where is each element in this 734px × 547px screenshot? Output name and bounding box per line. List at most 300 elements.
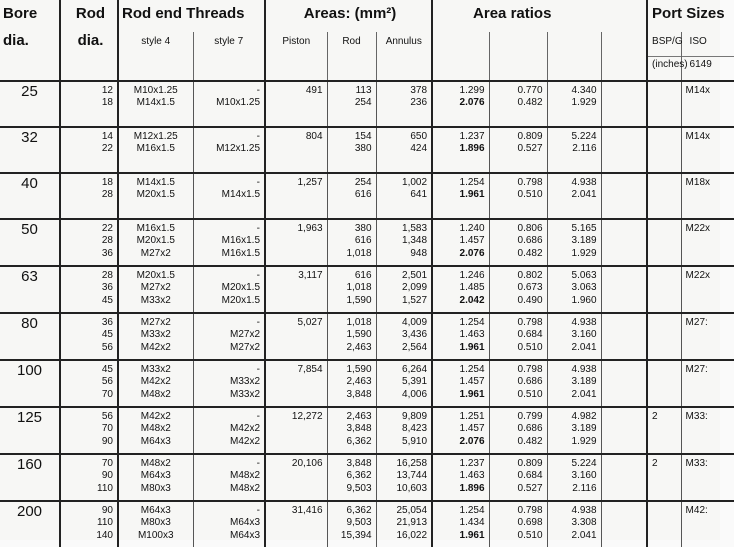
bore-diameter-value: 160 [16, 456, 43, 473]
area-ratio-1 [432, 127, 489, 173]
thread-style7 [193, 407, 265, 454]
piston-area [265, 81, 327, 127]
rod-header-dia: dia. [60, 32, 118, 57]
port-bsp-value: 2 [652, 411, 658, 422]
port-bsp-value: 2 [652, 458, 658, 469]
piston-area [265, 360, 327, 407]
thread-style7-value: M42x2 [230, 435, 261, 447]
rod-diameter-value: 12 [101, 85, 113, 96]
piston-area-value: 5,027 [297, 317, 323, 328]
rod-area-value: 3,848 [346, 388, 372, 400]
port-iso [681, 173, 734, 219]
area-ratio-3-value: 3.189 [571, 423, 597, 435]
area-ratio-1-value: 2.076 [459, 247, 485, 259]
rod-area-value: 1,018 [346, 317, 372, 328]
area-ratio-2-value: 0.673 [517, 282, 543, 294]
area-ratio-3-value: 2.041 [571, 341, 597, 353]
port-bsp [647, 173, 681, 219]
rod-diameter [60, 501, 118, 547]
thread-style7-value: - [256, 317, 261, 328]
bore-diameter-value: 40 [21, 175, 38, 192]
area-ratio-3-value: 4.938 [571, 505, 597, 516]
rod-area [327, 81, 376, 127]
thread-style7-value: M27x2 [230, 341, 261, 353]
thread-style7-value: M10x1.25 [216, 97, 261, 109]
area-ratio-blank [601, 219, 647, 266]
header-blank [547, 57, 601, 82]
header-blank [193, 57, 265, 82]
thread-style4-value: M42x2 [140, 341, 171, 353]
area-ratio-2-value: 0.686 [517, 235, 543, 247]
header-blank [489, 57, 547, 82]
rod-diameter-value: 28 [101, 235, 113, 247]
area-ratio-1-value: 2.042 [459, 294, 485, 306]
style7-header: style 7 [193, 32, 265, 57]
rod-area-value: 2,463 [346, 411, 372, 422]
rod-area-value: 9,503 [346, 482, 372, 494]
thread-style4 [118, 454, 193, 501]
area-ratio-blank [601, 81, 647, 127]
annulus-area [376, 219, 432, 266]
thread-style4-value: M100x3 [137, 529, 174, 541]
thread-style4-value: M16x1.5 [136, 143, 175, 155]
area-ratio-2 [489, 127, 547, 173]
area-ratio-blank [601, 266, 647, 313]
area-ratio-3-value: 5.224 [571, 458, 597, 469]
area-ratio-2 [489, 501, 547, 547]
area-ratio-3-value: 3.308 [571, 517, 597, 529]
bore-group-row [0, 127, 734, 173]
thread-style4-value: M27x2 [140, 282, 171, 294]
area-ratio-3-value: 4.938 [571, 177, 597, 188]
rod-diameter-value: 28 [101, 189, 113, 201]
annulus-area-value: 641 [410, 189, 428, 201]
area-ratio-3-value: 4.340 [571, 85, 597, 96]
area-ratio-1-value: 1.961 [459, 388, 485, 400]
piston-area-value: 804 [305, 131, 323, 142]
rod-area-value: 15,394 [340, 529, 372, 541]
area-ratio-blank [601, 454, 647, 501]
annulus-area-value: 2,564 [402, 341, 428, 353]
rod-diameter [60, 407, 118, 454]
annulus-area [376, 313, 432, 360]
area-ratio-1-value: 1.457 [459, 376, 485, 388]
port-iso [681, 313, 734, 360]
thread-style7-value: - [256, 223, 261, 234]
header-row-3 [0, 57, 734, 82]
area-ratio-2 [489, 313, 547, 360]
thread-style7-value: M33x2 [230, 376, 261, 388]
rod-diameter-value: 18 [101, 97, 113, 109]
bore-diameter [0, 407, 60, 454]
ratio-header-blank-2 [489, 32, 547, 57]
area-ratio-2-value: 0.510 [517, 388, 543, 400]
rod-area [327, 454, 376, 501]
port-bsp [647, 266, 681, 313]
thread-style4-value: M10x1.25 [133, 85, 178, 96]
port-bsp [647, 219, 681, 266]
annulus-area-value: 2,099 [402, 282, 428, 294]
piston-area-value: 12,272 [291, 411, 323, 422]
piston-area-value: 491 [305, 85, 323, 96]
thread-style4 [118, 81, 193, 127]
rod-area-value: 113 [355, 85, 372, 96]
bore-diameter [0, 127, 60, 173]
area-ratio-1 [432, 360, 489, 407]
piston-area [265, 313, 327, 360]
area-ratio-1-value: 2.076 [459, 435, 485, 447]
rod-diameter-value: 56 [101, 376, 113, 388]
area-ratio-blank [601, 407, 647, 454]
bore-group-row [0, 313, 734, 360]
area-ratio-1-value: 1.896 [459, 482, 485, 494]
piston-area-value: 1,257 [297, 177, 323, 188]
annulus-area [376, 360, 432, 407]
area-ratio-1-value: 1.463 [459, 470, 485, 482]
area-ratio-1-value: 1.961 [459, 529, 485, 541]
port-iso-value: M42: [685, 505, 708, 516]
area-ratio-2 [489, 219, 547, 266]
header-blank [265, 57, 327, 82]
rod-diameter-value: 36 [101, 282, 113, 294]
iso-std-header: 6149 [681, 57, 734, 82]
rod-diameter-value: 90 [101, 470, 113, 482]
thread-style4-value: M48x2 [140, 458, 171, 469]
port-bsp [647, 313, 681, 360]
area-ratio-blank [601, 501, 647, 547]
rod-header: Rod [60, 0, 118, 32]
area-ratio-3 [547, 81, 601, 127]
port-iso [681, 454, 734, 501]
port-iso-value: M33: [685, 458, 708, 469]
rod-area-value: 254 [354, 177, 372, 188]
port-iso-value: M27: [685, 364, 708, 375]
rod-area-value: 1,018 [346, 247, 372, 259]
thread-style7 [193, 313, 265, 360]
area-ratio-2-value: 0.809 [517, 458, 543, 469]
thread-style7 [193, 219, 265, 266]
thread-style4-value: M14x1.5 [136, 97, 175, 109]
area-ratio-2 [489, 266, 547, 313]
area-ratio-3-value: 3.063 [571, 282, 597, 294]
rod-diameter-value: 70 [101, 388, 113, 400]
thread-style4-value: M48x2 [140, 388, 171, 400]
annulus-area-value: 10,603 [396, 482, 428, 494]
piston-area [265, 501, 327, 547]
port-iso [681, 219, 734, 266]
annulus-header: Annulus [376, 32, 432, 57]
bore-diameter [0, 454, 60, 501]
area-ratio-3-value: 3.189 [571, 376, 597, 388]
header-blank [327, 57, 376, 82]
annulus-area-value: 16,022 [396, 529, 428, 541]
area-ratio-3 [547, 501, 601, 547]
header-blank [432, 57, 489, 82]
annulus-area [376, 266, 432, 313]
bore-diameter-value: 63 [21, 268, 38, 285]
piston-area [265, 266, 327, 313]
area-ratio-2-value: 0.798 [517, 364, 543, 375]
thread-style7-value: - [256, 131, 261, 142]
thread-style4-value: M12x1.25 [133, 131, 178, 142]
area-ratio-2 [489, 407, 547, 454]
bore-diameter [0, 313, 60, 360]
thread-style4-value: M64x3 [140, 505, 171, 516]
thread-style7-value: M20x1.5 [221, 282, 261, 294]
area-ratio-1-value: 1.485 [459, 282, 485, 294]
bore-group-row [0, 219, 734, 266]
area-ratio-3 [547, 219, 601, 266]
area-ratio-3-value: 3.160 [571, 470, 597, 482]
rod-area-value: 616 [354, 270, 372, 281]
area-ratio-2-value: 0.510 [517, 341, 543, 353]
area-ratio-2-value: 0.798 [517, 505, 543, 516]
annulus-area-value: 378 [410, 85, 428, 96]
area-ratio-1 [432, 407, 489, 454]
ratio-header-blank-1 [432, 32, 489, 57]
piston-area-value: 20,106 [291, 458, 323, 469]
area-ratio-2-value: 0.770 [517, 85, 543, 96]
area-ratio-2-value: 0.809 [517, 131, 543, 142]
area-ratio-2-value: 0.510 [517, 529, 543, 541]
area-ratio-3-value: 2.041 [571, 388, 597, 400]
port-iso-value: M33: [685, 411, 708, 422]
rod-diameter-value: 90 [101, 505, 113, 516]
bore-diameter-value: 25 [21, 83, 38, 100]
thread-style7-value: - [256, 177, 261, 188]
thread-style7-value: - [256, 458, 261, 469]
area-ratio-2 [489, 454, 547, 501]
port-iso [681, 501, 734, 547]
area-ratio-3-value: 1.929 [571, 435, 597, 447]
thread-style7-value: - [256, 85, 261, 96]
rod-diameter-value: 56 [101, 411, 113, 422]
piston-area-value: 3,117 [298, 270, 323, 281]
rod-diameter [60, 81, 118, 127]
rod-area-value: 616 [354, 235, 372, 247]
area-ratio-2 [489, 360, 547, 407]
port-iso [681, 407, 734, 454]
annulus-area-value: 16,258 [396, 458, 428, 469]
area-ratio-2-value: 0.698 [517, 517, 543, 529]
rod-area-value: 616 [354, 189, 372, 201]
area-ratio-2-value: 0.482 [517, 247, 543, 259]
area-ratio-3-value: 5.224 [571, 131, 597, 142]
thread-style7 [193, 266, 265, 313]
area-ratio-3-value: 5.165 [571, 223, 597, 234]
area-ratio-3 [547, 266, 601, 313]
bore-group-row [0, 173, 734, 219]
bore-diameter [0, 501, 60, 547]
header-blank [601, 57, 647, 82]
port-bsp [647, 454, 681, 501]
area-ratio-1-value: 1.251 [459, 411, 485, 422]
piston-area [265, 219, 327, 266]
area-ratio-2-value: 0.510 [517, 189, 543, 201]
thread-style4-value: M33x2 [140, 294, 171, 306]
annulus-area-value: 236 [410, 97, 428, 109]
rod-area-value: 2,463 [346, 376, 372, 388]
thread-style4-value: M14x1.5 [136, 177, 175, 188]
area-ratio-3-value: 2.116 [572, 143, 597, 155]
area-ratio-3 [547, 173, 601, 219]
area-ratio-1-value: 1.237 [459, 458, 485, 469]
thread-style7-value: M64x3 [230, 517, 261, 529]
annulus-area [376, 501, 432, 547]
rod-area [327, 313, 376, 360]
bsp-unit-header: (inches) [647, 57, 681, 82]
annulus-area-value: 424 [410, 143, 428, 155]
header-blank [0, 57, 60, 82]
area-ratio-1-value: 1.299 [459, 85, 485, 96]
area-ratio-2-value: 0.686 [517, 423, 543, 435]
area-ratio-3-value: 4.938 [571, 317, 597, 328]
piston-header: Piston [265, 32, 327, 57]
thread-style7 [193, 173, 265, 219]
area-ratio-3 [547, 127, 601, 173]
thread-style7-value: M20x1.5 [221, 294, 261, 306]
thread-style7-value: M27x2 [230, 329, 261, 341]
port-iso-value: M22x [685, 270, 710, 281]
bore-group-row [0, 266, 734, 313]
thread-style4 [118, 313, 193, 360]
thread-style7-value: M33x2 [230, 388, 261, 400]
rod-diameter [60, 127, 118, 173]
port-bsp [647, 81, 681, 127]
rod-area-value: 380 [354, 223, 372, 234]
rod-area-value: 6,362 [346, 505, 372, 516]
area-ratio-1-value: 1.457 [459, 423, 485, 435]
port-bsp [647, 407, 681, 454]
thread-style4 [118, 219, 193, 266]
thread-style7-value: M12x1.25 [216, 143, 261, 155]
area-ratio-3-value: 1.929 [571, 247, 597, 259]
bore-diameter-value: 125 [16, 409, 43, 426]
ports-header: Port Sizes [647, 0, 734, 32]
area-ratio-3-value: 3.189 [571, 235, 597, 247]
thread-style4 [118, 266, 193, 313]
ratios-header: Area ratios [432, 0, 647, 32]
rod-area-value: 1,590 [346, 329, 372, 341]
area-ratio-3 [547, 454, 601, 501]
bore-diameter-value: 50 [21, 221, 38, 238]
thread-style4-value: M20x1.5 [136, 270, 175, 281]
rod-area-value: 2,463 [346, 341, 372, 353]
rod-area-value: 1,590 [346, 364, 372, 375]
port-iso-value: M22x [685, 223, 710, 234]
ratio-header-blank-3 [547, 32, 601, 57]
area-ratio-3 [547, 360, 601, 407]
area-ratio-2-value: 0.799 [517, 411, 543, 422]
rod-diameter-value: 36 [101, 317, 113, 328]
rod-area-header: Rod [327, 32, 376, 57]
thread-style7-value: M16x1.5 [221, 235, 261, 247]
annulus-area-value: 1,348 [402, 235, 428, 247]
bore-diameter-value: 32 [21, 129, 38, 146]
rod-diameter-value: 110 [97, 482, 113, 494]
rod-diameter-value: 45 [101, 329, 113, 341]
bore-diameter-value: 80 [21, 315, 38, 332]
rod-diameter [60, 313, 118, 360]
annulus-area-value: 2,501 [402, 270, 428, 281]
area-ratio-2-value: 0.806 [517, 223, 543, 234]
area-ratio-1-value: 1.457 [459, 235, 485, 247]
thread-style4 [118, 360, 193, 407]
bore-diameter-value: 100 [16, 362, 43, 379]
bore-group-row [0, 407, 734, 454]
annulus-area-value: 5,910 [402, 435, 428, 447]
rod-area-value: 3,848 [346, 423, 372, 435]
area-ratio-3-value: 2.041 [571, 529, 597, 541]
rod-diameter-value: 45 [101, 364, 113, 375]
thread-style7-value: - [256, 411, 261, 422]
area-ratio-3-value: 1.960 [571, 294, 597, 306]
rod-diameter-value: 90 [101, 435, 113, 447]
bore-diameter [0, 81, 60, 127]
thread-style4-value: M27x2 [140, 317, 171, 328]
rod-diameter-value: 28 [101, 270, 113, 281]
header-blank [118, 57, 193, 82]
rod-diameter [60, 173, 118, 219]
bore-diameter [0, 219, 60, 266]
rod-area [327, 173, 376, 219]
iso-header: ISO [681, 32, 734, 57]
area-ratio-1-value: 1.237 [459, 131, 485, 142]
thread-style7-value: M14x1.5 [221, 189, 261, 201]
rod-area [327, 127, 376, 173]
area-ratio-1-value: 1.254 [459, 505, 485, 516]
rod-area [327, 407, 376, 454]
rod-area-value: 3,848 [346, 458, 372, 469]
area-ratio-blank [601, 127, 647, 173]
area-ratio-1-value: 2.076 [459, 97, 485, 109]
port-bsp [647, 360, 681, 407]
area-ratio-3 [547, 407, 601, 454]
area-ratio-1-value: 1.240 [459, 223, 485, 234]
area-ratio-1-value: 1.896 [459, 143, 485, 155]
annulus-area [376, 127, 432, 173]
annulus-area-value: 13,744 [396, 470, 428, 482]
area-ratio-1 [432, 173, 489, 219]
annulus-area-value: 4,006 [402, 388, 428, 400]
rod-diameter-value: 56 [101, 341, 113, 353]
area-ratio-2 [489, 173, 547, 219]
bore-header-dia: dia. [3, 32, 29, 49]
area-ratio-blank [601, 360, 647, 407]
rod-area-value: 254 [354, 97, 372, 109]
thread-style4-value: M42x2 [140, 376, 171, 388]
header-blank [376, 57, 432, 82]
area-ratio-1-value: 1.254 [459, 364, 485, 375]
thread-style4-value: M42x2 [140, 411, 171, 422]
thread-style4-value: M80x3 [140, 517, 171, 529]
port-bsp [647, 127, 681, 173]
area-ratio-1 [432, 219, 489, 266]
area-ratio-2-value: 0.527 [517, 143, 543, 155]
thread-style7-value: M48x2 [230, 482, 261, 494]
bore-group-row [0, 454, 734, 501]
port-iso-value: M18x [685, 177, 710, 188]
thread-style4-value: M33x2 [140, 364, 171, 375]
port-iso-value: M14x [685, 85, 710, 96]
area-ratio-3-value: 4.938 [571, 364, 597, 375]
area-ratio-3-value: 1.929 [571, 97, 597, 109]
rod-area-value: 154 [354, 131, 372, 142]
area-ratio-3-value: 2.041 [571, 189, 597, 201]
annulus-area-value: 5,391 [402, 376, 428, 388]
area-ratio-3-value: 3.160 [571, 329, 597, 341]
rod-diameter-value: 70 [101, 458, 113, 469]
